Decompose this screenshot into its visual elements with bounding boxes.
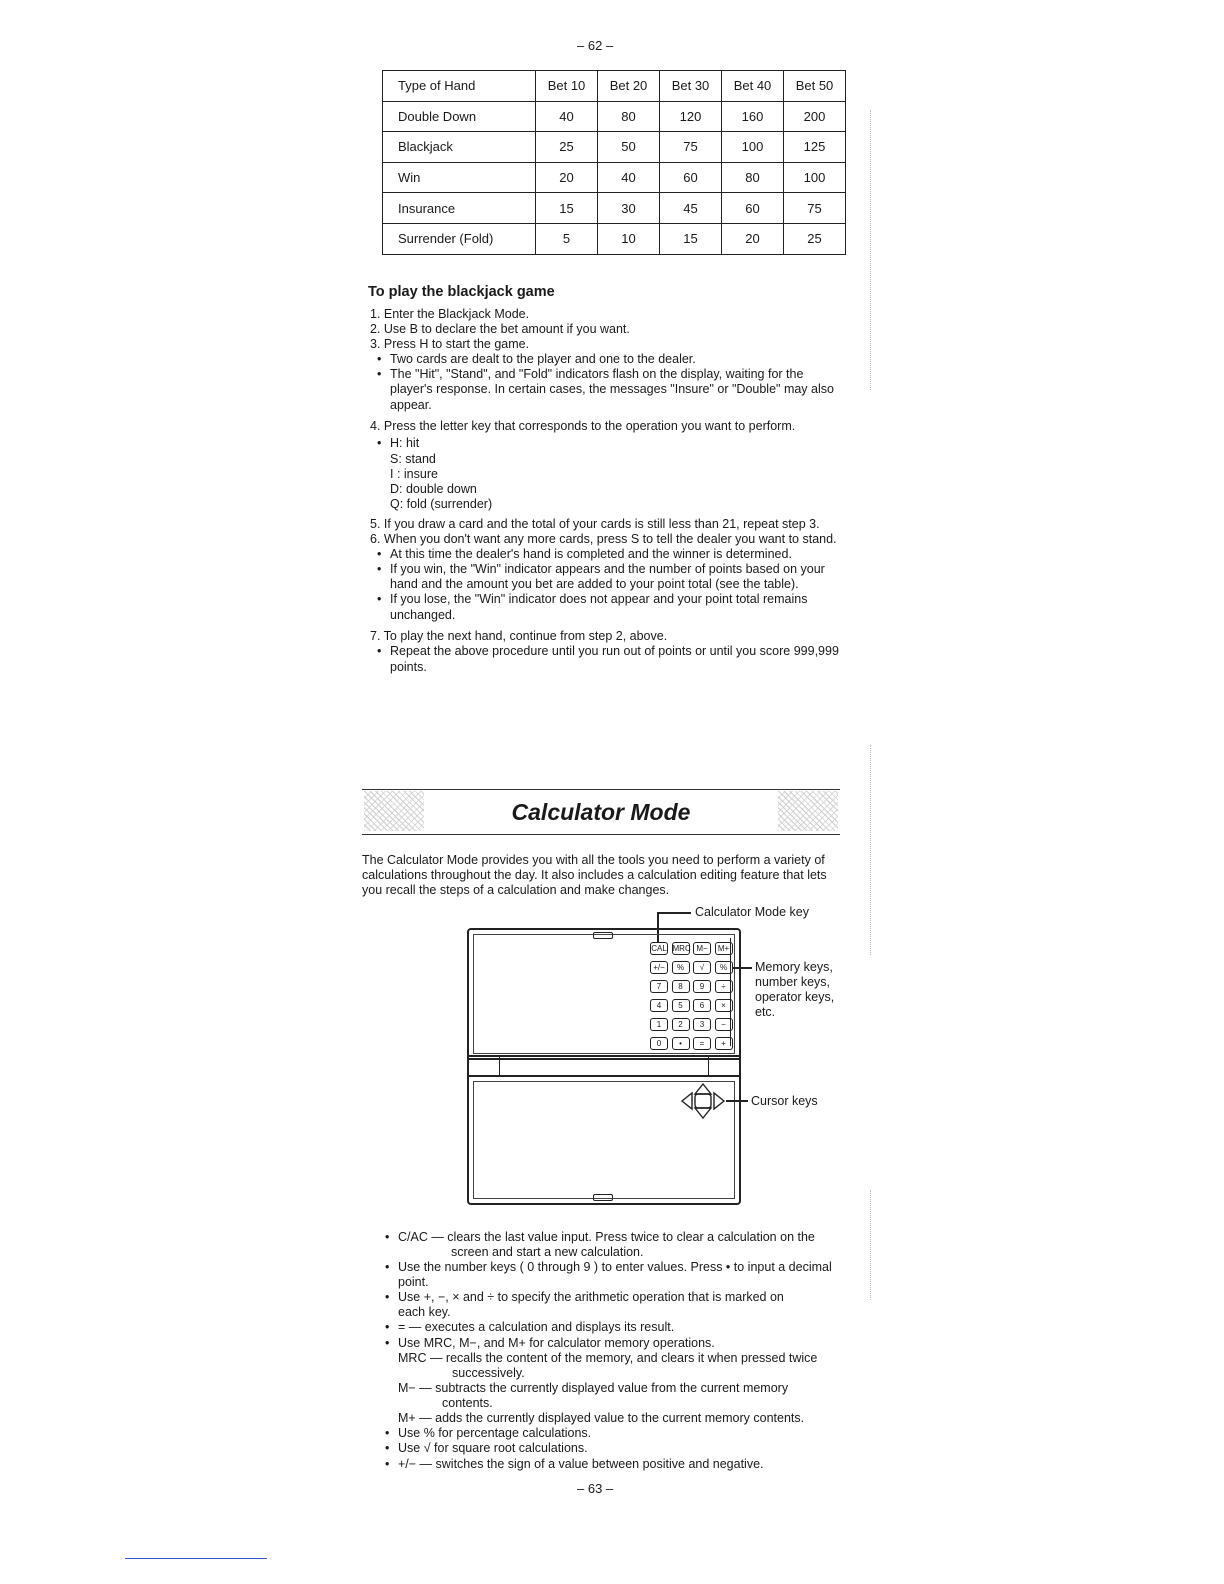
payout-cell: 160 [722,101,784,132]
payout-cell: 25 [536,132,598,163]
bullet-line: • Use MRC, M−, and M+ for calculator memory operations. [398,1336,715,1351]
calculator-key: 9 [693,980,711,993]
calculator-key: = [693,1037,711,1050]
table-row [383,132,846,163]
calculator-key: 6 [693,999,711,1012]
calculator-mode-key-label: Calculator Mode key [695,905,809,919]
bullet-line: • Use √ for square root calculations. [398,1441,588,1456]
payout-cell: 75 [784,193,846,224]
bullet-line: • +/− — switches the sign of a value between positive and negative. [398,1457,764,1472]
hand-type-cell: Blackjack [383,132,536,163]
number-keys-label: number keys, [755,975,831,989]
bullet-continuation: points. [390,660,427,674]
step-line: 5. If you draw a card and the total of your cards is still less than 21, repeat step 3. [370,517,820,531]
bullet-continuation: player's response. In certain cases, the messages "Insure" or "Double" may also [390,382,834,396]
calculator-key: + [715,1037,733,1050]
scan-margin-mark [870,1190,872,1300]
payout-cell: 20 [722,223,784,254]
table-header-cell: Type of Hand [383,71,536,102]
calculator-mode-title: Calculator Mode [511,799,691,825]
scan-margin-mark [870,110,872,390]
payout-cell: 10 [598,223,660,254]
sub-item-line: M+ — adds the currently displayed value to the current memory contents. [398,1411,805,1425]
table-row [383,223,846,254]
calculator-key: +/− [650,961,668,974]
calculator-key: 5 [672,999,690,1012]
bullet-line: • The "Hit", "Stand", and "Fold" indicators flash on the display, waiting for the [390,367,803,382]
bullet-line: • At this time the dealer's hand is completed and the winner is determined. [390,547,792,562]
payout-cell: 80 [722,162,784,193]
page-number-bottom: – 63 – [577,1481,614,1496]
table-header-cell: Bet 50 [784,71,846,102]
table-header-cell: Bet 40 [722,71,784,102]
bullet-line: • If you lose, the "Win" indicator does not appear and your point total remains [390,592,807,607]
calculator-key: • [672,1037,690,1050]
hand-type-cell: Surrender (Fold) [383,223,536,254]
bullet-line: • Repeat the above procedure until you run out of points or until you score 999,999 [390,644,839,659]
bullet-line: • If you win, the "Win" indicator appears and the number of points based on your [390,562,825,577]
intro-line: The Calculator Mode provides you with all the tools you need to perform a variety of [362,853,825,867]
payout-cell: 120 [660,101,722,132]
key-fold-line: Q: fold (surrender) [390,497,493,511]
intro-line: you recall the steps of a calculation and make changes. [362,883,670,897]
payout-cell: 20 [536,162,598,193]
hand-type-cell: Win [383,162,536,193]
payout-cell: 45 [660,193,722,224]
payout-cell: 50 [598,132,660,163]
cursor-keys-label: Cursor keys [751,1094,818,1108]
step-line: 4. Press the letter key that corresponds to the operation you want to perform. [370,419,796,433]
key-stand-line: S: stand [390,452,436,466]
calculator-key: ÷ [715,980,733,993]
calculator-key: 0 [650,1037,668,1050]
payout-cell: 60 [660,162,722,193]
callout-line [732,967,752,969]
table-row [383,162,846,193]
payout-cell: 200 [784,101,846,132]
calculator-key: M+ [715,942,733,955]
step-line: 6. When you don't want any more cards, press S to tell the dealer you want to stand. [370,532,837,546]
bullet-line: • C/AC — clears the last value input. Press twice to clear a calculation on the [398,1230,815,1245]
calculator-mode-banner [362,789,840,835]
table-row [383,193,846,224]
device-hinge [467,1055,741,1077]
table-header-cell: Bet 30 [660,71,722,102]
calculator-key: 4 [650,999,668,1012]
bullet-line: • Two cards are dealt to the player and one to the dealer. [390,352,696,367]
calculator-key: 3 [693,1018,711,1031]
calculator-key: M− [693,942,711,955]
payout-cell: 40 [598,162,660,193]
bullet-continuation: unchanged. [390,608,456,622]
sub-item-line: M− — subtracts the currently displayed value from the current memory [398,1381,789,1395]
sub-item-continuation: successively. [452,1366,525,1380]
hand-type-cell: Double Down [383,101,536,132]
table-header-cell: Bet 20 [598,71,660,102]
calculator-key: − [715,1018,733,1031]
step-line: 3. Press H to start the game. [370,337,530,351]
key-hit-line: • H: hit [390,436,419,451]
step-line: 1. Enter the Blackjack Mode. [370,307,530,321]
footer-rule [125,1558,267,1559]
payout-cell: 15 [660,223,722,254]
callout-line [726,1100,748,1102]
calculator-keypad [650,942,733,1050]
hand-type-cell: Insurance [383,193,536,224]
payout-table [382,70,846,255]
blackjack-heading: To play the blackjack game [368,284,555,300]
table-header-row [383,71,846,102]
intro-line: calculations throughout the day. It also includes a calculation editing feature that lets [362,868,827,882]
page-number-top: – 62 – [577,38,614,53]
payout-cell: 100 [784,162,846,193]
calculator-key: 7 [650,980,668,993]
table-row [383,101,846,132]
sub-item-continuation: contents. [442,1396,493,1410]
payout-cell: 100 [722,132,784,163]
step-line: 7. To play the next hand, continue from step 2, above. [370,629,668,643]
table-header-cell: Bet 10 [536,71,598,102]
payout-cell: 15 [536,193,598,224]
calculator-key: 8 [672,980,690,993]
step-line: 2. Use B to declare the bet amount if you want. [370,322,630,336]
device-latch [593,1194,613,1201]
bullet-continuation: each key. [398,1305,451,1319]
sub-item-line: MRC — recalls the content of the memory, and clears it when pressed twice [398,1351,818,1365]
bullet-line: • Use +, −, × and ÷ to specify the arithmetic operation that is marked on [398,1290,784,1305]
bullet-continuation: hand and the amount you bet are added to your point total (see the table). [390,577,799,591]
calculator-key: % [715,961,733,974]
key-double-line: D: double down [390,482,477,496]
payout-cell: 5 [536,223,598,254]
callout-line [657,912,691,914]
calculator-key: 2 [672,1018,690,1031]
bullet-continuation: appear. [390,398,432,412]
calculator-key: % [672,961,690,974]
device-latch [593,932,613,939]
bullet-line: • = — executes a calculation and displays its result. [398,1320,674,1335]
operator-keys-label: operator keys, [755,990,835,1004]
bullet-continuation: point. [398,1275,429,1289]
payout-cell: 75 [660,132,722,163]
bullet-continuation: screen and start a new calculation. [451,1245,644,1259]
scan-margin-mark [870,745,872,955]
calculator-key: √ [693,961,711,974]
bullet-line: • Use the number keys ( 0 through 9 ) to enter values. Press • to input a decimal [398,1260,832,1275]
memory-keys-label: Memory keys, [755,960,833,974]
calculator-key: × [715,999,733,1012]
calculator-key: 1 [650,1018,668,1031]
payout-cell: 30 [598,193,660,224]
etc-label: etc. [755,1005,776,1019]
payout-cell: 25 [784,223,846,254]
calculator-key: MRC [672,944,691,953]
bullet-line: • Use % for percentage calculations. [398,1426,591,1441]
key-insure-line: I : insure [390,467,438,481]
payout-cell: 80 [598,101,660,132]
payout-cell: 60 [722,193,784,224]
payout-cell: 125 [784,132,846,163]
payout-cell: 40 [536,101,598,132]
calculator-key: CAL [651,944,667,953]
cursor-keys-icon [680,1082,726,1120]
